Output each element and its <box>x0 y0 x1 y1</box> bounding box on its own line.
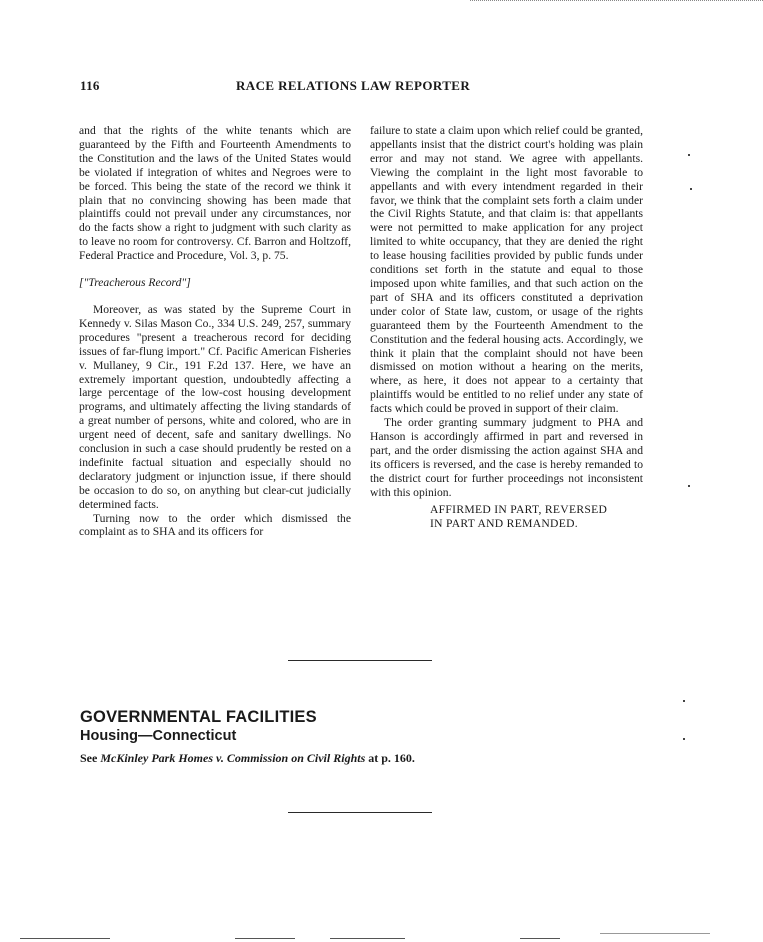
right-paragraph-1: failure to state a claim upon which relief could be granted, appellants insist that the district court's holding was plain error and may not stand. We agree with appellants. Viewing the complaint in the light most favorable to appellants and with every intendment regarded in their favor, we think that the complaint sets forth a claim under the Civil Rights Statute, and that claim is: that appellants were not permitted to make application for any project limited to white occupancy, that they are denied the right to lease housing facilities provided by public funds under conditions set forth in the statute and equal to those imposed upon white families, and that such action on the part of SHA and its officers constituted a deprivation under color of State law, custom, or usage of the rights guaranteed them by the Fourteenth Amendment to the Constitution and the federal housing acts. Accordingly, we think it plain that the complaint should not have been dismissed on motion without a hearing on the merits, where, as here, it does not appear to a certainty that plaintiffs would be entitled to no relief under any state of facts which could be proved in support of their claim. <box>370 124 643 416</box>
disposition <box>370 503 643 531</box>
scan-speck <box>688 154 690 156</box>
right-paragraph-2: The order granting summary judgment to PHA and Hanson is accordingly affirmed in part and reversed in part, and the order dismissing the action against SHA and its officers is reversed, and the case is hereby remanded to the district court for further proceedings not inconsistent with this opinion. <box>370 416 643 499</box>
page-number: 116 <box>80 78 100 93</box>
scan-artifact-line <box>600 933 710 934</box>
left-column <box>79 124 351 539</box>
running-head: RACE RELATIONS LAW REPORTER <box>236 78 471 93</box>
scan-dotted-edge <box>470 0 763 3</box>
section-subtitle: Housing—Connecticut <box>80 728 237 744</box>
left-paragraph-1: and that the rights of the white tenants which are guaranteed by the Fifth and Fourteenth Amendments to the Constitution and the laws of the United States would be violated if integration of whites and Negroes were to be forced. This being the state of the record we think it plain that no convincing showing has been made that plaintiffs could not prevail under any circumstances, nor do the facts show a right to judgment with such clarity as to leave no room for controversy. Cf. Barron and Holtzoff, Federal Practice and Procedure, Vol. 3, p. 75. <box>79 124 351 263</box>
scan-artifact-line <box>20 938 110 939</box>
cross-ref-suffix: at p. 160. <box>365 751 415 765</box>
divider-rule <box>288 812 432 813</box>
cross-ref-prefix: See <box>80 751 101 765</box>
cross-reference <box>80 751 415 766</box>
section-title: GOVERNMENTAL FACILITIES <box>80 708 317 726</box>
disposition-line-1: AFFIRMED IN PART, REVERSED <box>430 503 608 517</box>
disposition-line-2: IN PART AND REMANDED. <box>430 517 578 531</box>
divider-rule <box>288 660 432 661</box>
left-paragraph-3: Turning now to the order which dismissed the complaint as to SHA and its officers for <box>79 511 351 539</box>
scan-speck <box>690 188 692 190</box>
scan-artifact-line <box>330 938 405 939</box>
left-paragraph-2: Moreover, as was stated by the Supreme Court in Kennedy v. Silas Mason Co., 334 U.S. 249, 257, summary procedures "present a treacherous record for deciding issues of far-flung import." Cf. Pacific American Fisheries v. Mullaney, 9 Cir., 191 F.2d 137. Here, we have an extremely important question, undoubtedly affecting a large percentage of the low-cost housing development programs, and ultimately affecting the living standards of a great number of persons, white and colored, who are in urgent need of decent, safe and sanitary dwellings. No conclusion in such a case should prudently be rested on a indefinite factual situation and especially should no declaratory judgment or injunction issue, if there should be occasion to do so, on anything but clear-cut judicially determined facts. <box>79 302 351 511</box>
scan-artifact-line <box>235 938 295 939</box>
cross-ref-case: McKinley Park Homes v. Commission on Civil Rights <box>100 751 366 765</box>
scan-speck <box>688 485 690 487</box>
scan-speck <box>683 738 685 740</box>
right-column <box>370 124 643 531</box>
section-heading-treacherous-record: ["Treacherous Record"] <box>79 276 191 290</box>
scan-speck <box>683 700 685 702</box>
scan-artifact-line <box>520 938 560 939</box>
